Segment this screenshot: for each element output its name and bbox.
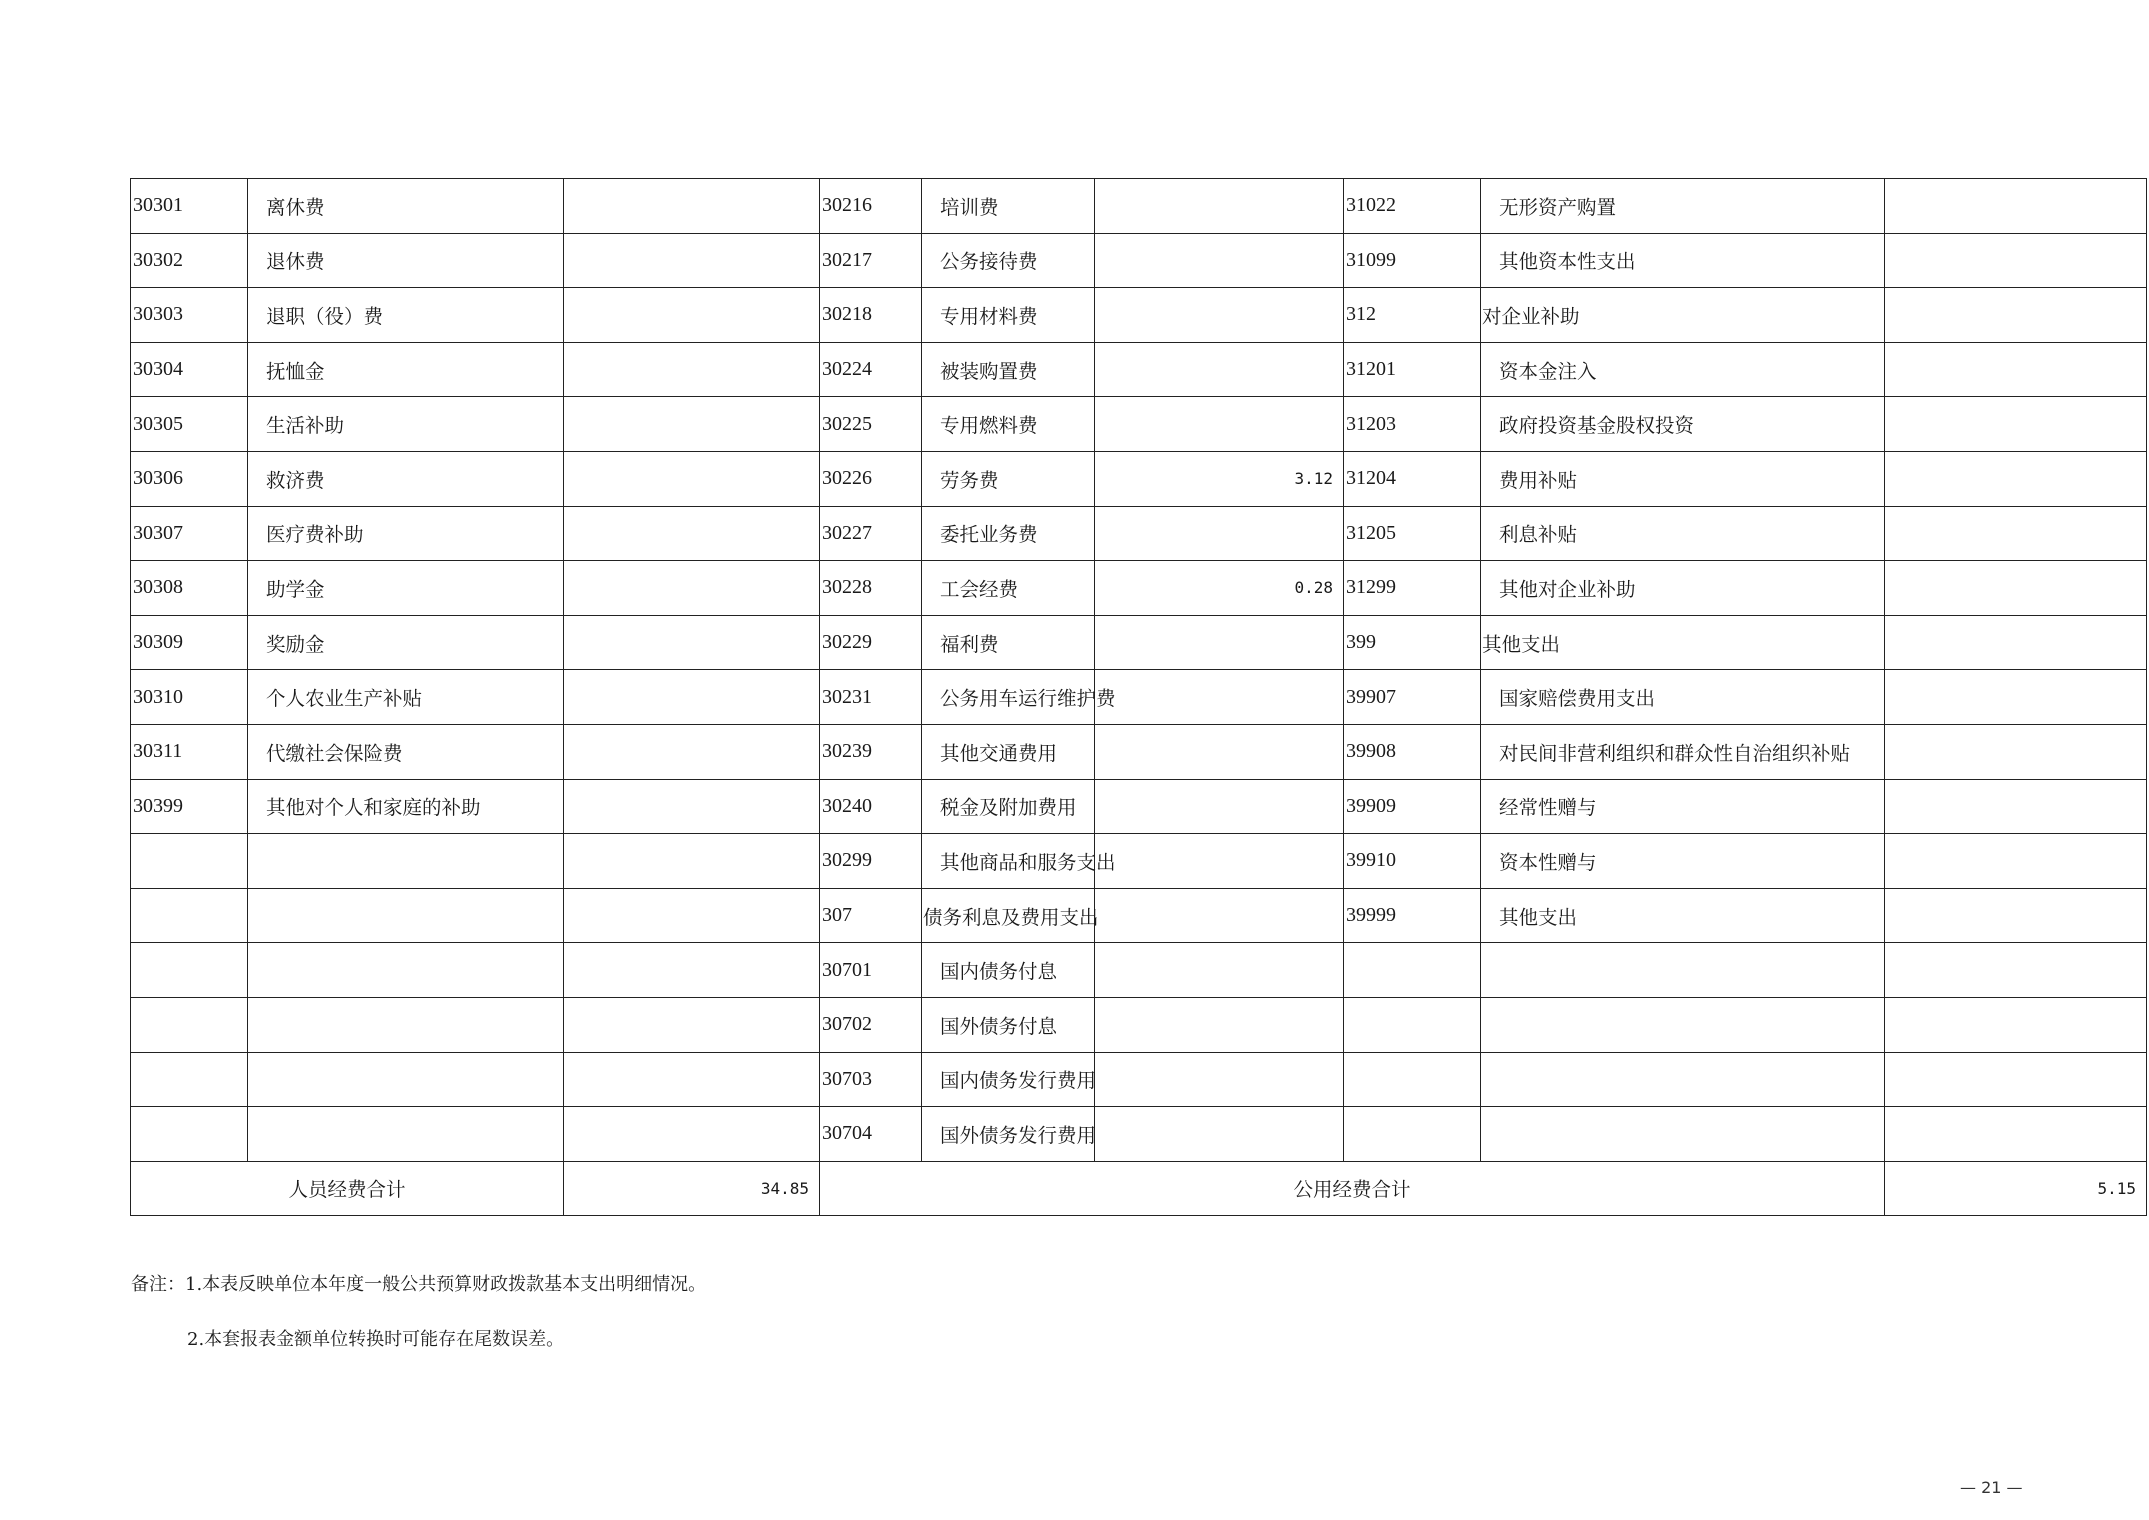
personnel-code-cell: 30309	[131, 615, 248, 670]
other-amount-cell	[1885, 397, 2147, 452]
table-row	[131, 342, 2147, 397]
personnel-amount-cell	[564, 1052, 820, 1107]
personnel-item-cell: 退职（役）费	[248, 288, 564, 343]
other-code-cell: 31204	[1344, 451, 1481, 506]
public-item-cell: 国内债务发行费用	[922, 1052, 1095, 1107]
public-item-cell: 专用材料费	[922, 288, 1095, 343]
table-row	[131, 943, 2147, 998]
budget-detail-table	[130, 178, 2147, 1216]
personnel-amount-cell	[564, 888, 820, 943]
personnel-amount-cell	[564, 561, 820, 616]
public-code-cell: 30231	[820, 670, 922, 725]
public-code-cell: 30240	[820, 779, 922, 834]
personnel-amount-cell	[564, 1107, 820, 1162]
public-item-cell: 国外债务付息	[922, 997, 1095, 1052]
personnel-item-cell	[248, 888, 564, 943]
other-code-cell	[1344, 943, 1481, 998]
table-row	[131, 615, 2147, 670]
other-amount-cell	[1885, 724, 2147, 779]
other-code-cell: 39908	[1344, 724, 1481, 779]
other-item-cell: 其他支出	[1481, 888, 1885, 943]
public-amount-cell	[1095, 1052, 1344, 1107]
other-item-cell: 利息补贴	[1481, 506, 1885, 561]
public-amount-cell	[1095, 779, 1344, 834]
public-code-cell: 30299	[820, 834, 922, 889]
personnel-code-cell: 30399	[131, 779, 248, 834]
other-code-cell	[1344, 997, 1481, 1052]
public-amount-cell	[1095, 997, 1344, 1052]
personnel-item-cell: 生活补助	[248, 397, 564, 452]
public-code-cell: 30703	[820, 1052, 922, 1107]
personnel-total-label: 人员经费合计	[131, 1161, 564, 1216]
public-amount-cell	[1095, 1107, 1344, 1162]
personnel-code-cell	[131, 888, 248, 943]
personnel-item-cell	[248, 943, 564, 998]
personnel-amount-cell	[564, 724, 820, 779]
other-item-cell: 对企业补助	[1481, 288, 1885, 343]
personnel-code-cell	[131, 943, 248, 998]
personnel-amount-cell	[564, 506, 820, 561]
other-amount-cell	[1885, 888, 2147, 943]
public-amount-cell	[1095, 834, 1344, 889]
public-total-label: 公用经费合计	[820, 1161, 1885, 1216]
public-amount-cell	[1095, 670, 1344, 725]
personnel-item-cell	[248, 834, 564, 889]
public-item-cell: 国外债务发行费用	[922, 1107, 1095, 1162]
personnel-item-cell: 其他对个人和家庭的补助	[248, 779, 564, 834]
personnel-amount-cell	[564, 233, 820, 288]
public-code-cell: 30228	[820, 561, 922, 616]
other-code-cell: 31201	[1344, 342, 1481, 397]
personnel-amount-cell	[564, 997, 820, 1052]
other-item-cell: 费用补贴	[1481, 451, 1885, 506]
public-amount-cell	[1095, 615, 1344, 670]
table-row	[131, 997, 2147, 1052]
personnel-amount-cell	[564, 397, 820, 452]
other-amount-cell	[1885, 342, 2147, 397]
table-row	[131, 834, 2147, 889]
other-code-cell	[1344, 1052, 1481, 1107]
personnel-code-cell	[131, 1052, 248, 1107]
table-row	[131, 1107, 2147, 1162]
public-item-cell: 劳务费	[922, 451, 1095, 506]
public-amount-cell	[1095, 943, 1344, 998]
other-code-cell: 31205	[1344, 506, 1481, 561]
other-code-cell: 39910	[1344, 834, 1481, 889]
personnel-code-cell: 30306	[131, 451, 248, 506]
personnel-item-cell: 抚恤金	[248, 342, 564, 397]
personnel-item-cell: 代缴社会保险费	[248, 724, 564, 779]
personnel-item-cell: 离休费	[248, 179, 564, 234]
other-amount-cell	[1885, 1052, 2147, 1107]
personnel-amount-cell	[564, 943, 820, 998]
personnel-item-cell: 个人农业生产补贴	[248, 670, 564, 725]
public-code-cell: 30225	[820, 397, 922, 452]
public-total-value: 5.15	[1885, 1161, 2147, 1216]
note-line-1: 备注：1.本表反映单位本年度一般公共预算财政拨款基本支出明细情况。	[131, 1274, 707, 1295]
page-number: — 21 —	[1960, 1478, 2023, 1497]
public-item-cell: 公务接待费	[922, 233, 1095, 288]
other-code-cell: 39909	[1344, 779, 1481, 834]
public-code-cell: 307	[820, 888, 922, 943]
public-code-cell: 30701	[820, 943, 922, 998]
public-item-cell: 其他交通费用	[922, 724, 1095, 779]
other-amount-cell	[1885, 288, 2147, 343]
personnel-total-value: 34.85	[564, 1161, 820, 1216]
public-code-cell: 30217	[820, 233, 922, 288]
personnel-code-cell	[131, 834, 248, 889]
personnel-item-cell: 助学金	[248, 561, 564, 616]
personnel-amount-cell	[564, 615, 820, 670]
public-code-cell: 30227	[820, 506, 922, 561]
personnel-code-cell	[131, 1107, 248, 1162]
other-item-cell	[1481, 997, 1885, 1052]
other-code-cell: 31203	[1344, 397, 1481, 452]
public-item-cell: 培训费	[922, 179, 1095, 234]
other-item-cell: 无形资产购置	[1481, 179, 1885, 234]
other-item-cell: 其他资本性支出	[1481, 233, 1885, 288]
table-row	[131, 233, 2147, 288]
other-amount-cell	[1885, 615, 2147, 670]
public-amount-cell: 0.28	[1095, 561, 1344, 616]
personnel-amount-cell	[564, 834, 820, 889]
other-amount-cell	[1885, 451, 2147, 506]
other-item-cell: 资本金注入	[1481, 342, 1885, 397]
other-code-cell: 399	[1344, 615, 1481, 670]
table-row	[131, 670, 2147, 725]
public-amount-cell	[1095, 342, 1344, 397]
public-item-cell: 工会经费	[922, 561, 1095, 616]
table-row	[131, 724, 2147, 779]
personnel-code-cell: 30304	[131, 342, 248, 397]
other-code-cell	[1344, 1107, 1481, 1162]
personnel-item-cell: 退休费	[248, 233, 564, 288]
note-line-2: 2.本套报表金额单位转换时可能存在尾数误差。	[187, 1329, 565, 1350]
public-item-cell: 公务用车运行维护费	[922, 670, 1095, 725]
other-amount-cell	[1885, 1107, 2147, 1162]
personnel-item-cell	[248, 1107, 564, 1162]
personnel-code-cell: 30307	[131, 506, 248, 561]
personnel-amount-cell	[564, 670, 820, 725]
other-code-cell: 31099	[1344, 233, 1481, 288]
other-code-cell: 31299	[1344, 561, 1481, 616]
personnel-item-cell	[248, 997, 564, 1052]
personnel-amount-cell	[564, 342, 820, 397]
other-amount-cell	[1885, 179, 2147, 234]
personnel-code-cell: 30303	[131, 288, 248, 343]
public-amount-cell	[1095, 506, 1344, 561]
table-row	[131, 1052, 2147, 1107]
other-amount-cell	[1885, 943, 2147, 998]
other-amount-cell	[1885, 233, 2147, 288]
personnel-code-cell: 30305	[131, 397, 248, 452]
table-row	[131, 288, 2147, 343]
table-row	[131, 561, 2147, 616]
personnel-item-cell	[248, 1052, 564, 1107]
other-amount-cell	[1885, 506, 2147, 561]
personnel-amount-cell	[564, 288, 820, 343]
other-item-cell: 其他支出	[1481, 615, 1885, 670]
other-code-cell: 39907	[1344, 670, 1481, 725]
other-item-cell: 对民间非营利组织和群众性自治组织补贴	[1481, 724, 1885, 779]
public-item-cell: 委托业务费	[922, 506, 1095, 561]
personnel-item-cell: 救济费	[248, 451, 564, 506]
personnel-amount-cell	[564, 779, 820, 834]
public-item-cell: 债务利息及费用支出	[922, 888, 1095, 943]
other-item-cell: 政府投资基金股权投资	[1481, 397, 1885, 452]
other-item-cell	[1481, 1107, 1885, 1162]
other-item-cell: 其他对企业补助	[1481, 561, 1885, 616]
personnel-code-cell: 30311	[131, 724, 248, 779]
table-row	[131, 506, 2147, 561]
table-row	[131, 888, 2147, 943]
personnel-item-cell: 奖励金	[248, 615, 564, 670]
public-amount-cell	[1095, 724, 1344, 779]
other-code-cell: 39999	[1344, 888, 1481, 943]
public-amount-cell	[1095, 179, 1344, 234]
totals-row	[131, 1161, 2147, 1216]
table-row	[131, 179, 2147, 234]
table-body	[131, 179, 2147, 1162]
other-amount-cell	[1885, 670, 2147, 725]
public-item-cell: 专用燃料费	[922, 397, 1095, 452]
table-row	[131, 779, 2147, 834]
public-item-cell: 税金及附加费用	[922, 779, 1095, 834]
other-amount-cell	[1885, 834, 2147, 889]
public-item-cell: 被装购置费	[922, 342, 1095, 397]
public-amount-cell	[1095, 233, 1344, 288]
personnel-item-cell: 医疗费补助	[248, 506, 564, 561]
other-item-cell: 经常性赠与	[1481, 779, 1885, 834]
public-item-cell: 其他商品和服务支出	[922, 834, 1095, 889]
public-code-cell: 30702	[820, 997, 922, 1052]
table-row	[131, 451, 2147, 506]
table-row	[131, 397, 2147, 452]
other-item-cell	[1481, 1052, 1885, 1107]
personnel-code-cell: 30301	[131, 179, 248, 234]
personnel-amount-cell	[564, 179, 820, 234]
other-item-cell	[1481, 943, 1885, 998]
personnel-code-cell: 30302	[131, 233, 248, 288]
personnel-amount-cell	[564, 451, 820, 506]
public-code-cell: 30239	[820, 724, 922, 779]
other-item-cell: 国家赔偿费用支出	[1481, 670, 1885, 725]
personnel-code-cell: 30310	[131, 670, 248, 725]
personnel-code-cell	[131, 997, 248, 1052]
public-amount-cell: 3.12	[1095, 451, 1344, 506]
public-item-cell: 国内债务付息	[922, 943, 1095, 998]
public-code-cell: 30226	[820, 451, 922, 506]
other-code-cell: 312	[1344, 288, 1481, 343]
other-amount-cell	[1885, 997, 2147, 1052]
personnel-code-cell: 30308	[131, 561, 248, 616]
public-code-cell: 30704	[820, 1107, 922, 1162]
public-code-cell: 30216	[820, 179, 922, 234]
public-code-cell: 30229	[820, 615, 922, 670]
other-code-cell: 31022	[1344, 179, 1481, 234]
other-amount-cell	[1885, 779, 2147, 834]
public-amount-cell	[1095, 397, 1344, 452]
public-amount-cell	[1095, 888, 1344, 943]
public-code-cell: 30218	[820, 288, 922, 343]
other-item-cell: 资本性赠与	[1481, 834, 1885, 889]
public-amount-cell	[1095, 288, 1344, 343]
public-item-cell: 福利费	[922, 615, 1095, 670]
other-amount-cell	[1885, 561, 2147, 616]
public-code-cell: 30224	[820, 342, 922, 397]
